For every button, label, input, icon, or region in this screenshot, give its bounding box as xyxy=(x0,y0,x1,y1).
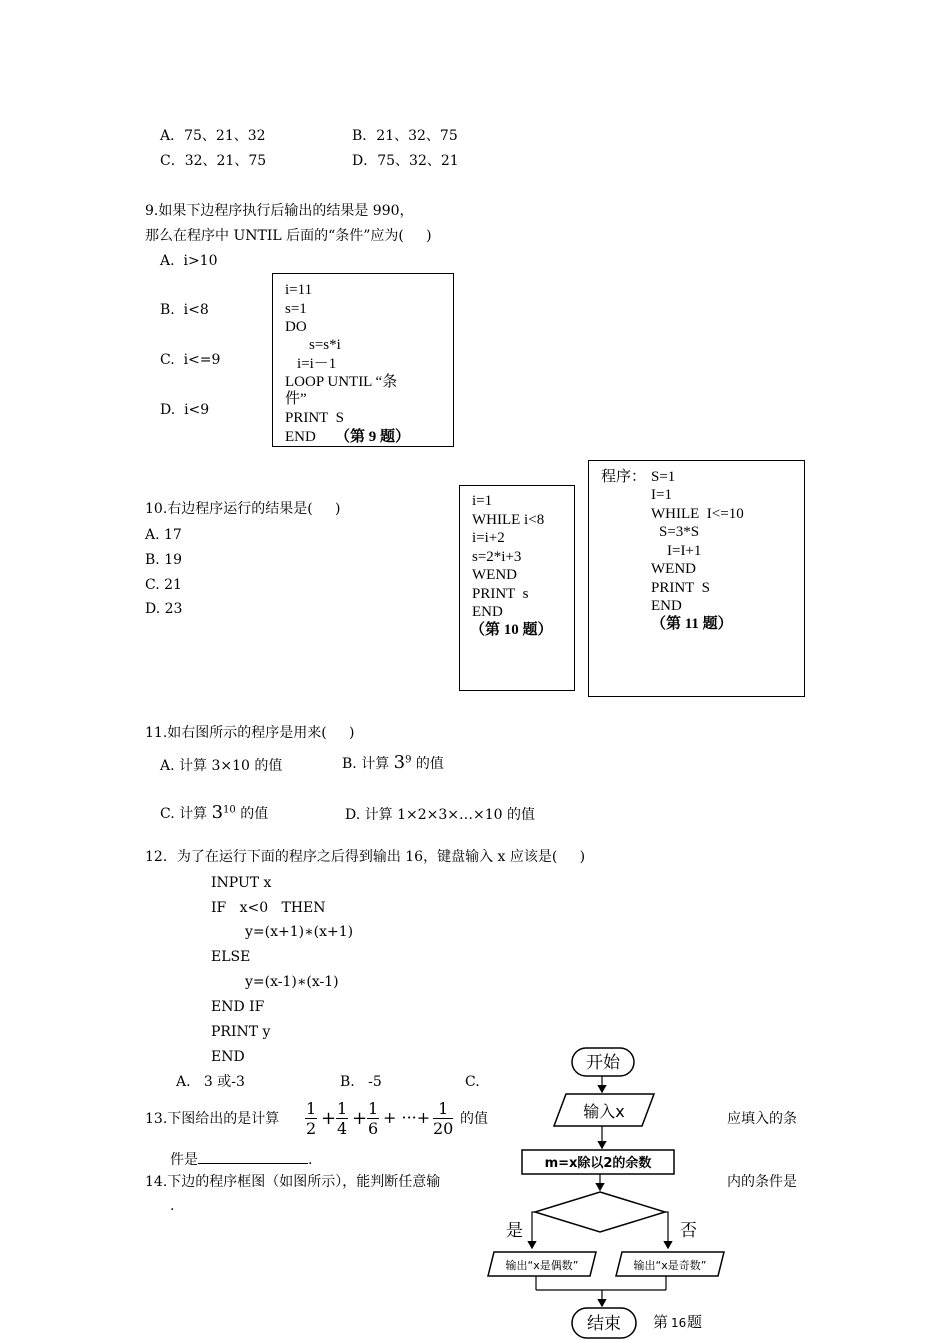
q13-stem-mid: 的值 xyxy=(460,1111,488,1127)
flow-caption-prefix: 第 xyxy=(653,1313,669,1331)
flow-caption-number: 16 xyxy=(671,1316,687,1330)
q12-code-line: INPUT x xyxy=(211,875,272,891)
q12-code-line: y=(x-1)∗(x-1) xyxy=(245,974,339,990)
flow-caption-suffix: 题 xyxy=(687,1313,703,1331)
q13-ellipsis: + ···+ xyxy=(383,1108,431,1127)
q11-code-line: PRINT S xyxy=(651,580,710,596)
q9-option-d: D. i<9 xyxy=(160,402,210,418)
q9-code-line: DO xyxy=(285,319,307,335)
q13-stem-prefix: 13.下图给出的是计算 xyxy=(145,1111,280,1127)
q9-code-line: END xyxy=(285,429,316,445)
q12-stem: 12．为了在运行下面的程序之后得到输出 16，键盘输入 x 应该是( ) xyxy=(145,849,586,865)
q8-option-d: D．75、32、21 xyxy=(352,153,459,169)
q12-code-line: y=(x+1)∗(x+1) xyxy=(245,924,354,940)
q10-stem: 10.右边程序运行的结果是( ) xyxy=(145,501,341,517)
flow-start-label: 开始 xyxy=(586,1053,620,1073)
q11-code-line: WEND xyxy=(651,561,696,577)
q10-code-line: i=1 xyxy=(472,493,493,509)
flow-end-label: 结束 xyxy=(587,1314,621,1334)
q14-stem-line1: 14.下边的程序框图（如图所示），能判断任意输 xyxy=(145,1174,441,1190)
q9-code-line: s=1 xyxy=(285,301,307,317)
q8-option-a: A．75、21、32 xyxy=(160,128,266,144)
q11-option-b: B. 计算 $3^9$ 的值 xyxy=(342,752,444,773)
q13-line2: 件是 . xyxy=(170,1149,312,1169)
q9-caption: （第 9 题） xyxy=(335,429,411,445)
flow-no-label: 否 xyxy=(680,1221,697,1241)
q9-option-b: B. i<8 xyxy=(160,302,209,318)
q10-code-line: WHILE i<8 xyxy=(472,512,545,528)
q13-answer-blank[interactable] xyxy=(198,1149,308,1164)
q11-option-c: C. 计算 $3^{10}$ 的值 xyxy=(160,802,269,823)
q11-code-line: END xyxy=(651,598,682,614)
q12-code-line: ELSE xyxy=(211,949,251,965)
q9-option-a: A. i>10 xyxy=(160,253,218,269)
q11-code-line: I=I+1 xyxy=(667,543,702,559)
q13-fraction: $\frac{1}{2}$ xyxy=(306,1099,317,1138)
q9-code-line: PRINT S xyxy=(285,410,344,426)
q12-option-c: C. xyxy=(465,1074,480,1090)
flow-arrow xyxy=(665,1212,668,1248)
q13-fraction: $\frac{1}{4}$ xyxy=(337,1099,348,1138)
q13-plus: + xyxy=(321,1108,337,1129)
q11-code-line: S=3*S xyxy=(659,524,700,540)
flow-output-even-label: 输出“x是偶数” xyxy=(505,1259,579,1272)
flow-arrow xyxy=(532,1212,535,1248)
q12-option-b: B. -5 xyxy=(340,1074,382,1090)
q11-stem: 11.如右图所示的程序是用来( ) xyxy=(145,725,355,741)
q16-flowchart xyxy=(480,1040,770,1344)
flow-output-odd-label: 输出“x是奇数” xyxy=(633,1259,707,1272)
q12-code-line: END IF xyxy=(211,999,265,1015)
q13-fraction: $\frac{1}{20}$ xyxy=(433,1099,454,1138)
q11-caption: （第 11 题） xyxy=(651,616,733,632)
q12-code-line: IF x<0 THEN xyxy=(211,900,326,916)
q11-program-box xyxy=(588,460,805,697)
q10-code-line: s=2*i+3 xyxy=(472,549,522,565)
q11-code-line: WHILE I<=10 xyxy=(651,506,744,522)
q8-option-c: C．32、21、75 xyxy=(160,153,267,169)
q11-program-label: 程序： xyxy=(601,469,647,485)
flow-yes-label: 是 xyxy=(506,1221,523,1241)
q10-code-line: i=i+2 xyxy=(472,530,505,546)
q13-stem-tail: 应填入的条 xyxy=(727,1111,797,1127)
q13-plus: + xyxy=(352,1108,368,1129)
q14-stem-line2: . xyxy=(170,1198,175,1214)
q10-option-d: D. 23 xyxy=(145,601,183,617)
flow-input-label: 输入x xyxy=(583,1102,625,1121)
q12-code-line: END xyxy=(211,1049,245,1065)
q12-code-line: PRINT y xyxy=(211,1024,271,1040)
q11-code-line: S=1 xyxy=(651,469,676,485)
flow-decision-diamond xyxy=(535,1192,665,1232)
q13-fraction: $\frac{1}{6}$ xyxy=(368,1099,379,1138)
q10-code-line: WEND xyxy=(472,567,517,583)
q9-code-line: s=s*i xyxy=(309,337,341,353)
q11-option-a: A. 计算 3×10 的值 xyxy=(160,758,283,774)
q10-option-c: C. 21 xyxy=(145,577,182,593)
q10-option-a: A. 17 xyxy=(145,527,182,543)
q11-code-line: I=1 xyxy=(651,487,672,503)
q9-code-line: i=i－1 xyxy=(297,356,337,372)
q14-stem-tail: 内的条件是 xyxy=(727,1174,797,1190)
q9-code-line: i=11 xyxy=(285,282,313,298)
q8-option-b: B．21、32、75 xyxy=(352,128,458,144)
q9-option-c: C. i<=9 xyxy=(160,352,221,368)
q9-stem-line2: 那么在程序中 UNTIL 后面的“条件”应为( ) xyxy=(145,228,432,244)
q10-caption: （第 10 题） xyxy=(470,622,553,638)
q9-code-line: LOOP UNTIL “条 xyxy=(285,374,398,390)
q10-option-b: B. 19 xyxy=(145,552,183,568)
q12-option-a: A. 3 或-3 xyxy=(176,1074,245,1090)
q10-program-box xyxy=(459,485,575,691)
q10-code-line: PRINT s xyxy=(472,586,529,602)
q11-option-d: D. 计算 1×2×3×…×10 的值 xyxy=(345,807,535,823)
flow-process-label: m=x除以2的余数 xyxy=(544,1156,652,1171)
q9-code-line: 件” xyxy=(285,391,307,407)
q10-code-line: END xyxy=(472,604,503,620)
q9-program-box xyxy=(272,273,454,447)
q9-stem-line1: 9.如果下边程序执行后输出的结果是 990， xyxy=(145,203,414,219)
